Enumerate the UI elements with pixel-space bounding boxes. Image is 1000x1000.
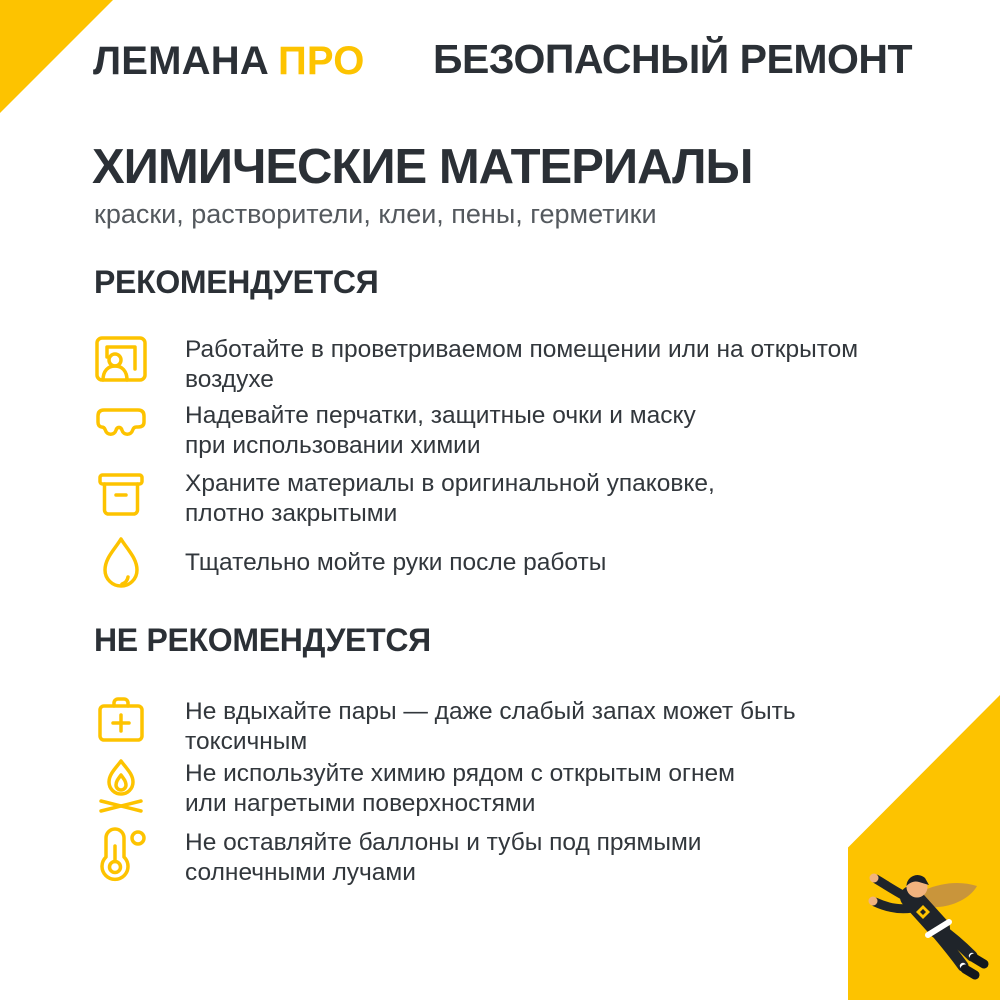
program-title: БЕЗОПАСНЫЙ РЕМОНТ (433, 36, 913, 82)
not-recommended-heading: НЕ РЕКОМЕНДУЕТСЯ (94, 622, 431, 658)
water-drop-icon (93, 535, 149, 591)
safety-goggles-icon (93, 407, 149, 439)
sealed-container-icon (93, 471, 149, 517)
list-item (93, 826, 893, 888)
brand-logo-name: ЛЕМАНА (93, 39, 269, 83)
list-item-text: Не вдыхайте пары — даже слабый запах может быть токсичным (185, 698, 796, 755)
first-aid-kit-icon (93, 695, 149, 745)
page-title: ХИМИЧЕСКИЕ МАТЕРИАЛЫ (92, 140, 753, 194)
list-item-text: Работайте в проветриваемом помещении или на открытом воздухе (185, 336, 859, 393)
list-item (93, 333, 893, 395)
ventilated-window-icon (93, 333, 149, 387)
list-item (93, 535, 893, 591)
open-flame-icon (93, 757, 149, 815)
list-item (93, 757, 893, 819)
brand-logo-pro: ПРО (277, 39, 365, 83)
list-item (93, 399, 893, 461)
list-item (93, 695, 893, 757)
list-item (93, 467, 893, 529)
list-item-text: Надевайте перчатки, защитные очки и маску при использовании химии (185, 402, 696, 459)
brand-logo (93, 41, 365, 81)
flying-handyman-illustration (854, 853, 994, 998)
list-item-text: Тщательно мойте руки после работы (185, 549, 607, 576)
thermometer-icon (93, 826, 149, 886)
page-subtitle: краски, растворители, клеи, пены, герметики (94, 199, 657, 229)
list-item-text: Не оставляйте баллоны и тубы под прямыми солнечными лучами (185, 829, 702, 886)
list-item-text: Храните материалы в оригинальной упаковке, плотно закрытыми (185, 470, 715, 527)
list-item-text: Не используйте химию рядом с открытым огнем или нагретыми поверхностями (185, 760, 735, 817)
recommended-heading: РЕКОМЕНДУЕТСЯ (94, 264, 379, 300)
